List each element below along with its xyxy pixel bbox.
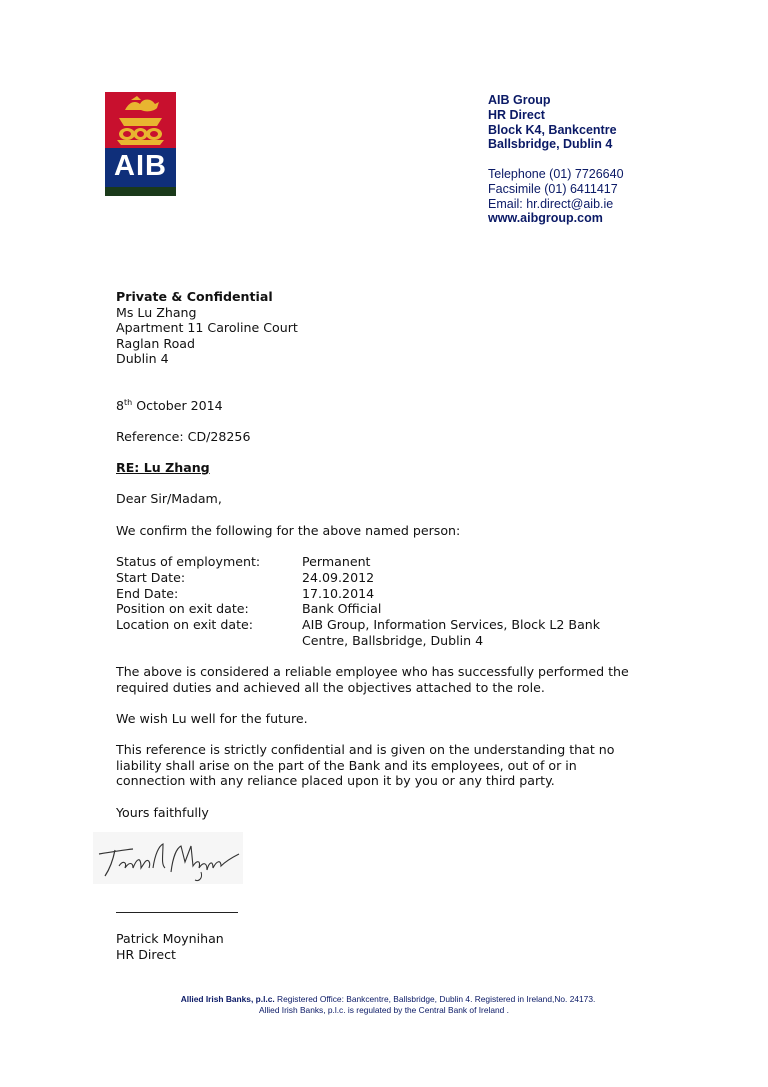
subject-line: RE: Lu Zhang	[116, 460, 210, 475]
signature-line	[116, 912, 238, 913]
sender-dept: HR Direct	[488, 107, 545, 122]
detail-label: Status of employment:	[116, 554, 261, 569]
sender-email: Email: hr.direct@aib.ie	[488, 196, 614, 211]
detail-row	[116, 570, 374, 586]
sender-address	[488, 93, 624, 226]
paragraph-disclaimer: This reference is strictly confidential and is given on the understanding that no liability shall arise on the part of the Bank and its employees, out of or in connection with any reliance placed upon it by you or any third party.	[116, 742, 615, 789]
detail-row	[116, 554, 370, 570]
footer-regulation: Allied Irish Banks, p.l.c. is regulated by the Central Bank of Ireland .	[259, 1004, 509, 1015]
confidential-label: Private & Confidential	[116, 289, 273, 304]
detail-label: End Date:	[116, 586, 179, 601]
recipient-name: Ms Lu Zhang	[116, 304, 197, 320]
recipient-block	[116, 289, 298, 367]
sender-org: AIB Group	[488, 93, 551, 107]
logo-wordmark: AIB	[105, 148, 176, 184]
salutation: Dear Sir/Madam,	[116, 491, 222, 506]
logo-divider	[105, 184, 176, 187]
signatory-dept: HR Direct	[116, 946, 176, 962]
signatory-name: Patrick Moynihan	[116, 931, 224, 946]
detail-value: 17.10.2014	[302, 586, 375, 601]
footer-registered-office: Allied Irish Banks, p.l.c. Registered Office: Bankcentre, Ballsbridge, Dublin 4. Registered in Ireland,No. 24173.	[180, 994, 596, 1004]
footer	[0, 994, 768, 1015]
detail-label: Location on exit date:	[116, 617, 254, 632]
sender-facsimile: Facsimile (01) 6411417	[488, 181, 618, 196]
closing: Yours faithfully	[116, 805, 209, 820]
detail-value: AIB Group, Information Services, Block L2 Bank	[302, 617, 601, 632]
recipient-address-line1: Apartment 11 Caroline Court	[116, 320, 298, 336]
detail-value: 24.09.2012	[302, 570, 375, 585]
paragraph-wishes: We wish Lu well for the future.	[116, 711, 308, 726]
sender-website: www.aibgroup.com	[488, 211, 603, 226]
sender-city: Ballsbridge, Dublin 4	[488, 137, 613, 152]
recipient-address-line3: Dublin 4	[116, 351, 169, 367]
detail-row-continued	[116, 633, 483, 649]
detail-label: Start Date:	[116, 570, 186, 585]
sender-building: Block K4, Bankcentre	[488, 122, 617, 137]
detail-label: Position on exit date:	[116, 601, 249, 616]
detail-value: Permanent	[302, 554, 371, 569]
handwritten-signature	[93, 832, 243, 884]
sender-telephone: Telephone (01) 7726640	[488, 166, 624, 181]
intro-text: We confirm the following for the above named person:	[116, 523, 461, 538]
signatory-block	[116, 931, 224, 962]
reference-number: Reference: CD/28256	[116, 429, 251, 444]
detail-row	[116, 601, 381, 617]
paragraph-performance: The above is considered a reliable employee who has successfully performed the required duties and achieved all the objectives attached to the role.	[116, 664, 629, 695]
ark-emblem-icon	[105, 92, 176, 148]
detail-row	[116, 586, 374, 602]
signature-icon	[93, 832, 243, 884]
detail-value: Bank Official	[302, 601, 382, 616]
detail-row	[116, 617, 600, 633]
letter-date: 8th October 2014	[116, 398, 223, 413]
aib-logo	[105, 92, 176, 196]
detail-value: Centre, Ballsbridge, Dublin 4	[302, 633, 484, 648]
recipient-address-line2: Raglan Road	[116, 335, 195, 351]
